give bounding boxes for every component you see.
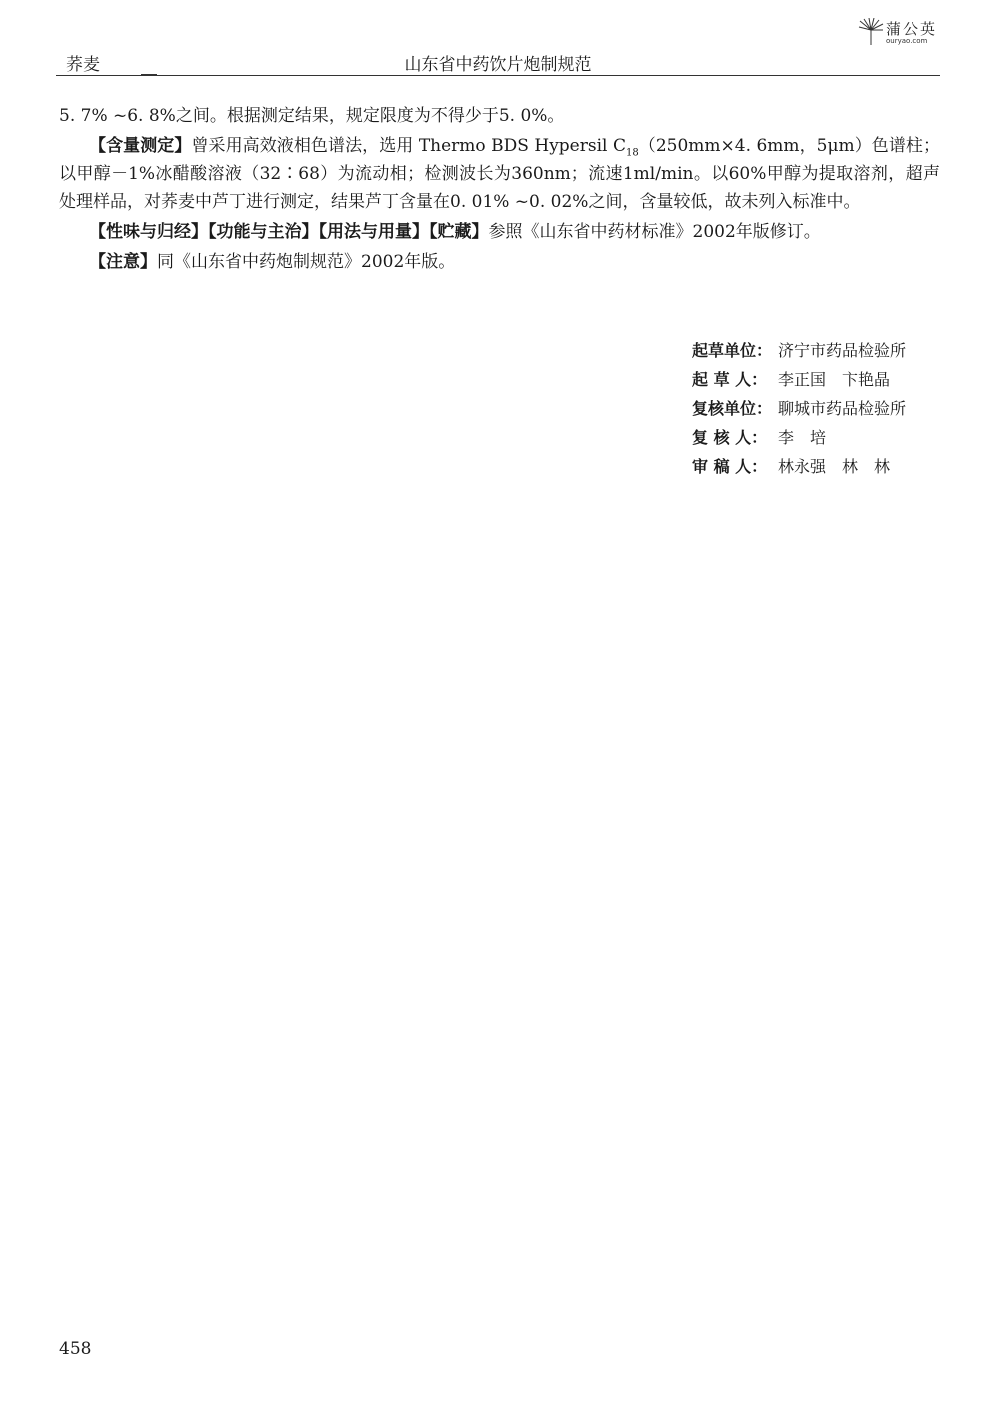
paragraph-text: 5. 7% ~6. 8%之间。根据测定结果，规定限度为不得少于5. 0%。 xyxy=(59,106,565,126)
credit-label: 起草单位： xyxy=(692,341,773,360)
paragraph-text: 同《山东省中药炮制规范》2002年版。 xyxy=(157,252,456,272)
credit-value: 聊城市药品检验所 xyxy=(778,399,907,418)
credit-value: 济宁市药品检验所 xyxy=(778,341,907,360)
paragraph-text: 曾采用高效液相色谱法，选用 Thermo BDS Hypersil C xyxy=(191,136,626,156)
credit-row xyxy=(692,394,906,423)
logo-name: 蒲公英 xyxy=(886,20,938,38)
credit-value: 李正国 卞艳晶 xyxy=(778,370,891,389)
header-rule-mark xyxy=(141,74,157,76)
paragraph-limit xyxy=(59,102,940,130)
paragraph-text: （250mm×4. 6mm，5μm）色谱柱；以甲醇－1%冰醋酸溶液（32∶68）为流动相；检测波长为360nm；流速1ml/min。以60%甲醇为提取溶剂，超声处理样品，对荞麦中芦丁进行测定，结果芦丁含量在0. 01% ~0. 02%之间，含量较低，故未列入标准中。 xyxy=(59,136,941,212)
credit-label: 起 草 人： xyxy=(692,370,768,389)
subscript: 18 xyxy=(625,147,639,159)
credit-row xyxy=(692,452,906,481)
page-number: 458 xyxy=(59,1339,92,1359)
credit-label: 复 核 人： xyxy=(692,428,768,447)
credit-label: 复核单位： xyxy=(692,399,773,418)
dandelion-icon xyxy=(858,18,884,46)
credit-row xyxy=(692,336,906,365)
section-heading: 【注意】 xyxy=(89,252,157,272)
body-text xyxy=(59,102,940,278)
section-heading: 【性味与归经】【功能与主治】【用法与用量】【贮藏】 xyxy=(89,222,489,242)
running-header-title: 山东省中药饮片炮制规范 xyxy=(404,55,592,75)
credit-row xyxy=(692,423,906,452)
paragraph-properties xyxy=(59,218,940,246)
site-logo xyxy=(858,18,942,48)
section-heading: 【含量测定】 xyxy=(89,136,192,156)
credit-row xyxy=(692,365,906,394)
logo-url: ouryao.com xyxy=(886,37,928,45)
credit-value: 林永强 林 林 xyxy=(778,457,891,476)
running-header-left: 荞麦 xyxy=(66,55,100,75)
paragraph-text: 参照《山东省中药材标准》2002年版修订。 xyxy=(488,222,821,242)
header-rule xyxy=(56,75,940,76)
credit-value: 李 培 xyxy=(778,428,827,447)
paragraph-assay xyxy=(59,132,940,216)
credits-block xyxy=(692,336,906,481)
paragraph-caution xyxy=(59,248,940,276)
credit-label: 审 稿 人： xyxy=(692,457,768,476)
